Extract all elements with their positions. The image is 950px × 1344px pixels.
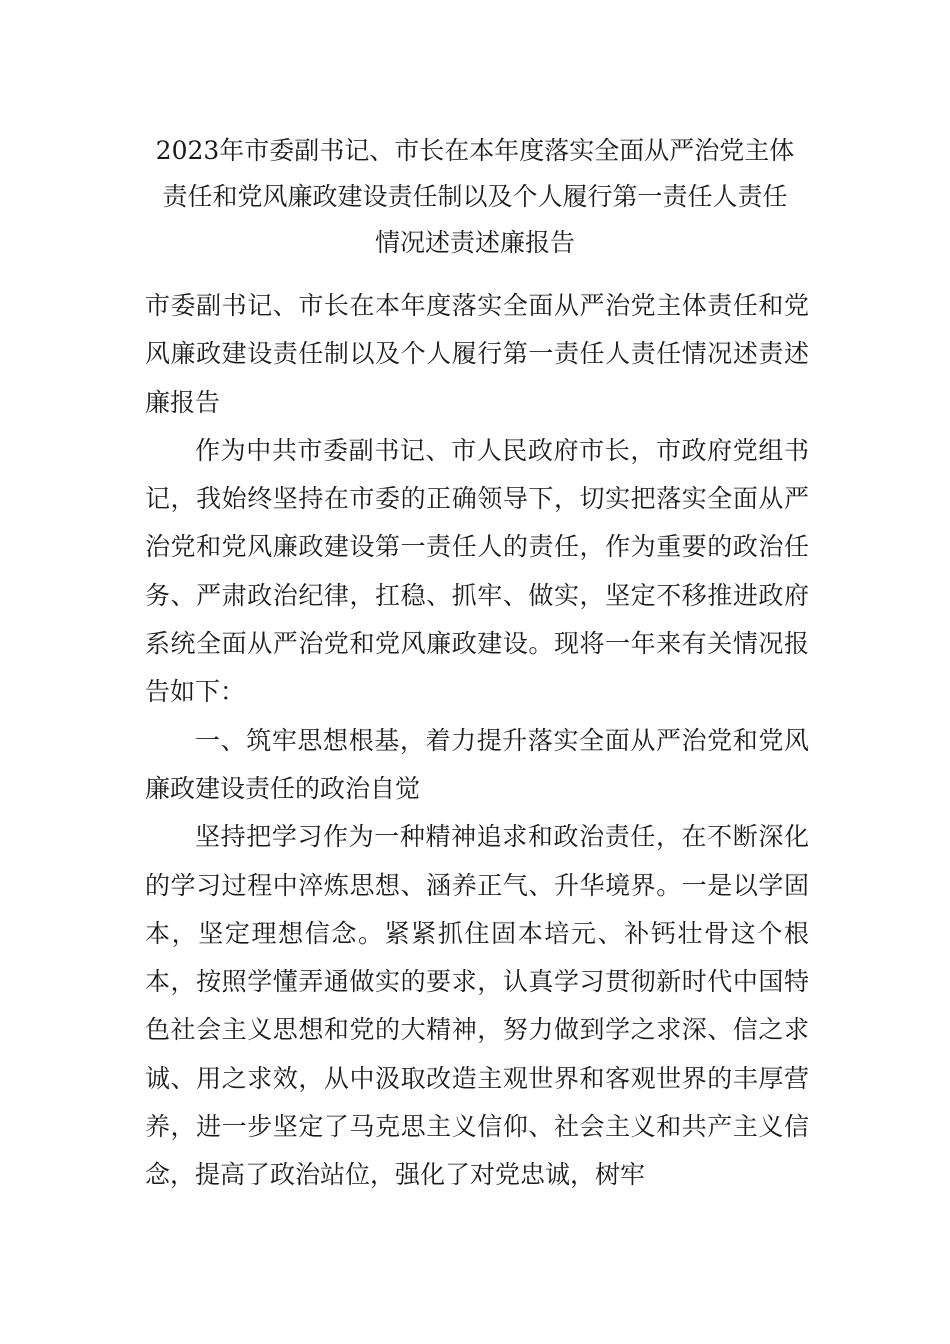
document-body xyxy=(145,282,809,1200)
title-line-2: 责任和党风廉政建设责任制以及个人履行第一责任人责任 xyxy=(162,182,788,211)
subtitle-paragraph: 市委副书记、市长在本年度落实全面从严治党主体责任和党风廉政建设责任制以及个人履行第一责任人责任情况述责述廉报告 xyxy=(145,291,809,417)
section-heading-1: 一、筑牢思想根基，着力提升落实全面从严治党和党风廉政建设责任的政治自觉 xyxy=(145,725,809,803)
document-title xyxy=(140,128,810,266)
title-line-3: 情况述责述廉报告 xyxy=(374,228,575,257)
intro-paragraph: 作为中共市委副书记、市人民政府市长，市政府党组书记，我始终坚持在市委的正确领导下，切实把落实全面从严治党和党风廉政建设第一责任人的责任，作为重要的政治任务、严肃政治纪律，扛稳、抓牢、做实，坚定不移推进政府系统全面从严治党和党风廉政建设。现将一年来有关情况报告如下： xyxy=(145,435,809,707)
title-line-1: 2023年市委副书记、市长在本年度落实全面从严治党主体 xyxy=(155,136,795,165)
section-1-paragraph: 坚持把学习作为一种精神追求和政治责任，在不断深化的学习过程中淬炼思想、涵养正气、升华境界。一是以学固本，坚定理想信念。紧紧抓住固本培元、补钙壮骨这个根本，按照学懂弄通做实的要求，认真学习贯彻新时代中国特色社会主义思想和党的大精神，努力做到学之求深、信之求诚、用之求效，从中汲取改造主观世界和客观世界的丰厚营养，进一步坚定了马克思主义信仰、社会主义和共产主义信念，提高了政治站位，强化了对党忠诚，树牢 xyxy=(145,822,809,1190)
